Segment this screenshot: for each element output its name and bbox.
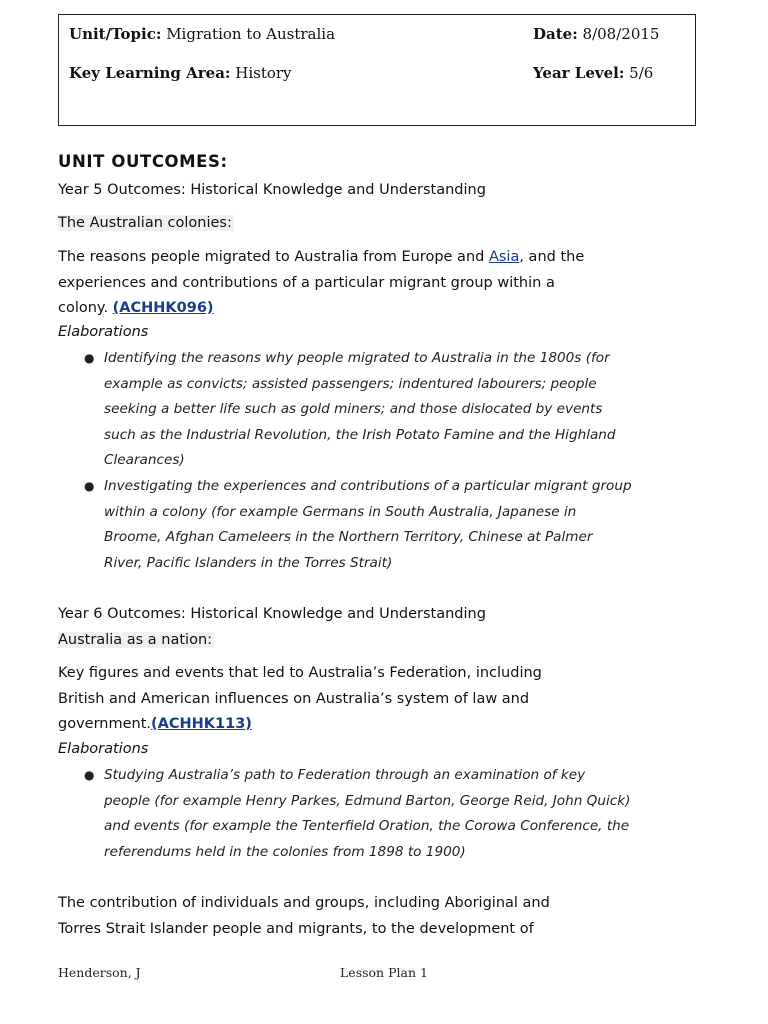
- year6-contribution-description: The contribution of individuals and groups, including Aboriginal and Torres Strait Islander people and migrants, to the development of: [58, 895, 550, 937]
- year6-elaborations-heading: Elaborations: [58, 741, 149, 757]
- bullet-icon: ●: [84, 351, 95, 365]
- year5-content-description: The reasons people migrated to Australia from Europe and Asia, and the experiences and contributions of a particular migrant group within a colony. (ACHHK096): [58, 249, 585, 316]
- year6-subheading: Australia as a nation:: [58, 632, 213, 648]
- year-level-label: Year Level:: [533, 64, 625, 82]
- key-learning-area: [69, 64, 292, 82]
- bullet-icon: ●: [84, 768, 95, 782]
- lesson-header-box: [58, 14, 696, 126]
- date-label: Date:: [533, 25, 578, 43]
- year5-outcomes-heading: Year 5 Outcomes: Historical Knowledge and Understanding: [58, 182, 486, 198]
- kla-value: History: [235, 64, 292, 82]
- bullet-icon: ●: [84, 478, 95, 493]
- achhk113-link[interactable]: (ACHHK113): [151, 716, 252, 732]
- achhk096-link[interactable]: (ACHHK096): [112, 300, 214, 316]
- unit-topic-value: Migration to Australia: [166, 25, 336, 43]
- footer-author: Henderson, J: [58, 965, 141, 980]
- list-item: ● Identifying the reasons why people migrated to Australia in the 1800s (for example as convicts; assisted passengers; indentured labourers; people seeking a better life such as gold miners; and those dislocated by events such as the Industrial Revolution, the Irish Potato Famine and the Highland Clearances): [58, 346, 718, 474]
- list-item: ● Investigating the experiences and contributions of a particular migrant group within a colony (for example Germans in South Australia, Japanese in Broome, Afghan Cameleers in the Northern Territory, Chinese at Palmer River, Pacific Islanders in the Torres Strait): [58, 474, 718, 576]
- unit-topic-label: Unit/Topic:: [69, 25, 162, 43]
- year6-elaborations-list: [58, 763, 718, 865]
- year6-outcomes-heading: Year 6 Outcomes: Historical Knowledge and Understanding: [58, 606, 486, 622]
- unit-outcomes-heading: UNIT OUTCOMES:: [58, 152, 228, 171]
- kla-label: Key Learning Area:: [69, 64, 231, 82]
- year5-elaborations-list: [58, 346, 718, 576]
- unit-topic: [69, 25, 335, 43]
- date: [533, 25, 659, 43]
- date-value: 8/08/2015: [582, 25, 660, 43]
- year-level: [533, 64, 653, 82]
- footer-title: Lesson Plan 1: [340, 965, 428, 980]
- year6-content-description: Key figures and events that led to Australia’s Federation, including British and American influences on Australia’s system of law and government.(ACHHK113): [58, 665, 542, 732]
- year-level-value: 5/6: [629, 64, 654, 82]
- list-item: ● Studying Australia’s path to Federation through an examination of key people (for example Henry Parkes, Edmund Barton, George Reid, John Quick) and events (for example the Tenterfield Oration, the Corowa Conference, the referendums held in the colonies from 1898 to 1900): [58, 763, 718, 865]
- year5-subheading: The Australian colonies:: [58, 215, 232, 231]
- asia-link[interactable]: Asia: [488, 249, 520, 265]
- year5-elaborations-heading: Elaborations: [58, 324, 149, 340]
